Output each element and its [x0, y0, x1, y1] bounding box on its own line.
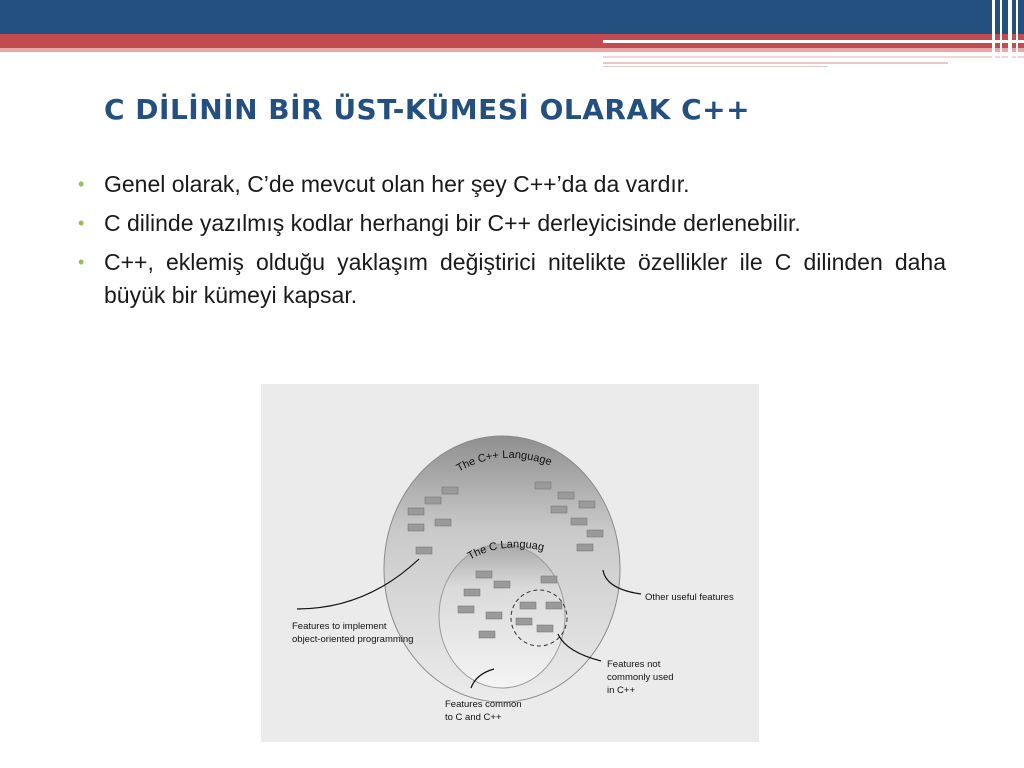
feature-block [442, 487, 458, 494]
feature-block [425, 497, 441, 504]
slide-title: C DİLİNİN BİR ÜST-KÜMESİ OLARAK C++ [104, 93, 751, 126]
feature-block [537, 625, 553, 632]
feature-block [541, 576, 557, 583]
bullet-text: C dilinde yazılmış kodlar herhangi bir C++ derleyicisinde derlenebilir. [104, 210, 801, 236]
callout-common-line1: Features common [445, 699, 522, 710]
feature-block [551, 506, 567, 513]
header-vertical-stripe [1008, 0, 1012, 70]
callout-common-line2: to C and C++ [445, 712, 502, 723]
callout-not-common-line3: in C++ [607, 685, 635, 696]
header-stripe [603, 40, 1024, 43]
header-pink-bar [0, 48, 1024, 52]
bullet-item [78, 207, 946, 240]
feature-block [516, 618, 532, 625]
feature-block [486, 612, 502, 619]
header-blue-bar [0, 0, 1024, 34]
bullet-text: C++, eklemiş olduğu yaklaşım değiştirici nitelikte özellikler ile C dilinden daha büyük bir kümeyi kapsar. [104, 249, 946, 308]
feature-block [416, 547, 432, 554]
feature-block [546, 602, 562, 609]
feature-block [520, 602, 536, 609]
bullet-text: Genel olarak, C’de mevcut olan her şey C++’da da vardır. [104, 171, 690, 197]
feature-block [587, 530, 603, 537]
header-vertical-stripe [1016, 0, 1018, 70]
cpp-language-label: The C++ Language [454, 448, 554, 475]
feature-block [464, 589, 480, 596]
feature-block [558, 492, 574, 499]
header-thin-line [603, 62, 948, 64]
header-vertical-stripe [992, 0, 995, 70]
bullet-dot-icon: • [78, 213, 85, 233]
bullet-list [78, 168, 946, 318]
header-thin-line [603, 66, 828, 67]
feature-block [579, 501, 595, 508]
bullet-item [78, 246, 946, 312]
feature-block [476, 571, 492, 578]
feature-block [435, 519, 451, 526]
callout-not-common-line2: commonly used [607, 672, 674, 683]
cpp-superset-diagram [261, 384, 759, 742]
feature-block [408, 524, 424, 531]
header-stripe [603, 56, 1024, 58]
bullet-dot-icon: • [78, 174, 85, 194]
feature-block [571, 518, 587, 525]
header-vertical-stripe [1000, 0, 1002, 70]
feature-block [577, 544, 593, 551]
feature-block [494, 581, 510, 588]
diagram-svg [261, 384, 759, 742]
callout-oop-line2: object-oriented programming [292, 634, 414, 645]
feature-block [535, 482, 551, 489]
bullet-dot-icon: • [78, 252, 85, 272]
feature-block [479, 631, 495, 638]
callout-oop-line1: Features to implement [292, 621, 387, 632]
callout-not-common-line1: Features not [607, 659, 661, 670]
callout-other: Other useful features [645, 592, 734, 603]
c-language-label: The C Languag [465, 538, 546, 563]
feature-block [408, 508, 424, 515]
bullet-item [78, 168, 946, 201]
feature-block [458, 606, 474, 613]
